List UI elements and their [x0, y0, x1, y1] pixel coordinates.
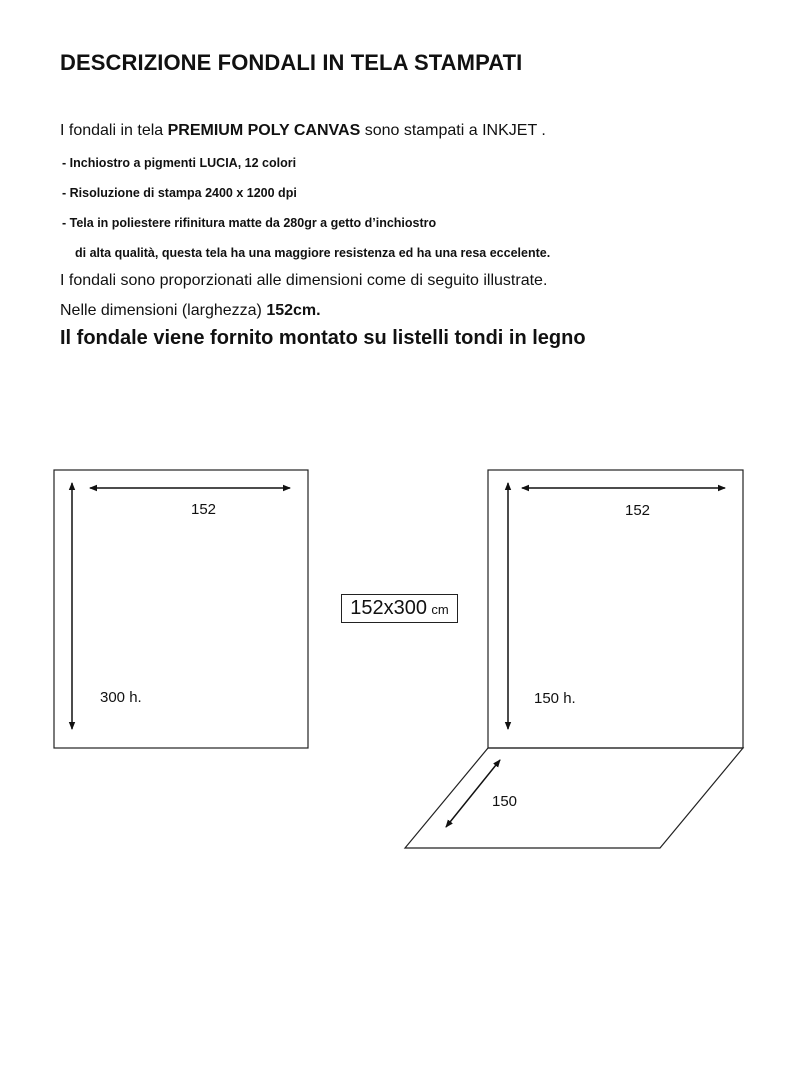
size-unit: cm — [431, 602, 449, 617]
size-label-box — [341, 594, 458, 623]
bullet-ink: - Inchiostro a pigmenti LUCIA, 12 colori — [62, 156, 297, 170]
bullet-canvas-continuation: di alta qualità, questa tela ha una maggiore resistenza ed ha una resa eccelente. — [75, 246, 551, 260]
left-backdrop-diagram — [54, 470, 308, 748]
intro-prefix: I fondali in tela — [60, 122, 168, 139]
product-name: PREMIUM POLY CANVAS — [167, 122, 361, 139]
mounting-text: Il fondale viene fornito montato su listelli tondi in legno — [60, 327, 586, 349]
width-prefix: Nelle dimensioni (larghezza) — [60, 302, 267, 319]
bullet-resolution: - Risoluzione di stampa 2400 x 1200 dpi — [62, 186, 297, 200]
intro-suffix: sono stampati a INKJET . — [360, 122, 546, 139]
left-height-label: 300 h. — [100, 689, 142, 706]
floor-depth-label: 150 — [492, 793, 518, 810]
size-value: 152x300 — [350, 597, 427, 619]
page-title: DESCRIZIONE FONDALI IN TELA STAMPATI — [60, 50, 523, 75]
right-height-label: 150 h. — [534, 690, 576, 707]
right-backdrop-rect — [488, 470, 743, 748]
right-backdrop-diagram — [405, 470, 743, 848]
right-width-label: 152 — [625, 502, 651, 519]
bullet-canvas: - Tela in poliestere rifinitura matte da 280gr a getto d’inchiostro — [62, 216, 437, 230]
left-backdrop-rect — [54, 470, 308, 748]
width-value: 152cm. — [266, 302, 321, 319]
proportions-text: I fondali sono proporzionati alle dimensioni come di seguito illustrate. — [60, 272, 548, 289]
left-width-label: 152 — [191, 501, 217, 518]
floor-panel — [405, 748, 743, 848]
